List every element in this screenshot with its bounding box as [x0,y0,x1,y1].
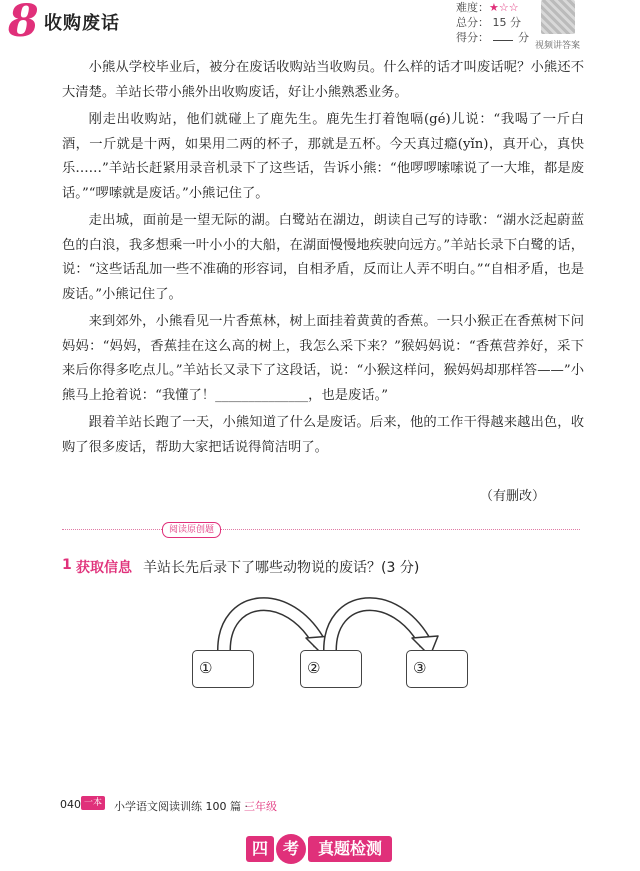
total-unit: 分 [510,16,521,29]
grade-label: 三年级 [244,800,277,813]
score-label: 得分： [456,31,489,44]
section-divider [62,529,580,530]
article-paragraph: 跟着羊站长跑了一天，小熊知道了什么是废话。后来，他的工作干得越来越出色，收购了很多废话，帮助大家把话说得简洁明了。 [62,415,584,455]
total-score-row [456,15,532,30]
qr-label: 视频讲答案 [535,41,581,51]
qr-code-icon[interactable] [541,0,575,34]
article-paragraph: 刚走出收购站，他们就碰上了鹿先生。鹿先生打着饱嗝(gé)儿说：“我喝了一斤白酒，一斤就是十两，如果用二两的杯子，那就是五杯。今天真过瘾(yǐn)，真开心，真快乐……”羊站长赶紧用录音机录下了这些话，告诉小熊：“他啰啰嗦嗦说了一大堆，都是废话。”“啰嗦就是废话。”小熊记住了。 [62,112,584,201]
question-number: 1 [62,557,72,573]
source-note: （有删改） [480,489,546,504]
difficulty-stars: ★☆☆ [489,1,519,14]
banner-part-c: 真题检测 [308,836,392,862]
original-question-tag: 阅读原创题 [162,522,221,538]
answer-diagram [180,584,480,694]
answer-box-label: ② [307,659,321,677]
answer-box-label: ③ [413,659,427,677]
answer-box-1[interactable] [192,650,254,688]
answer-box-3[interactable] [406,650,468,688]
lesson-number: 8 [8,0,39,47]
book-title: 小学语文阅读训练 100 篇 · [114,800,248,813]
question-category: 获取信息 [76,560,132,576]
banner-part-a: 四 [246,836,274,862]
article-body [62,56,584,463]
answer-box-2[interactable] [300,650,362,688]
article-paragraph: 小熊从学校毕业后，被分在废话收购站当收购员。什么样的话才叫废话呢？小熊还不大清楚。羊站长带小熊外出收购废话，好让小熊熟悉业务。 [62,60,584,100]
question-text: 羊站长先后录下了哪些动物说的废话？(3 分) [143,560,420,576]
total-label: 总分： [456,16,489,29]
banner-part-b: 考 [276,834,306,864]
article-paragraph: 走出城，面前是一望无际的湖。白鹭站在湖边，朗读自己写的诗歌：“湖水泛起蔚蓝色的白浪，我多想乘一叶小小的大船，在湖面慢慢地疾驶向远方。”羊站长录下白鹭的话，说：“这些话乱加一些不准确的形容词，自相矛盾，反而让人弄不明白。”“自相矛盾，也是废话。”小熊记住了。 [62,213,584,302]
difficulty-label: 难度： [456,1,489,14]
page-number: 040 [60,798,81,811]
difficulty-row [456,0,532,15]
answer-box-label: ① [199,659,213,677]
lesson-title: 收购废话 [44,13,120,34]
score-unit: 分 [518,31,529,44]
brand-badge: 一本 [81,796,105,810]
article-paragraph: 来到郊外，小熊看见一片香蕉林，树上面挂着黄黄的香蕉。一只小猴正在香蕉树下问妈妈：“妈妈，香蕉挂在这么高的树上，我怎么采下来？”猴妈妈说：“香蕉营养好，采下来后你得多吃点儿。”羊站长又录下了这段话，说：“小猴这样问，猴妈妈却那样答——”小熊马上抢着说：“我懂了！______________，也是废话。” [62,314,584,403]
total-value: 15 [492,16,507,29]
earned-score-row [456,30,532,45]
score-blank[interactable] [493,40,513,41]
score-info [456,0,532,45]
